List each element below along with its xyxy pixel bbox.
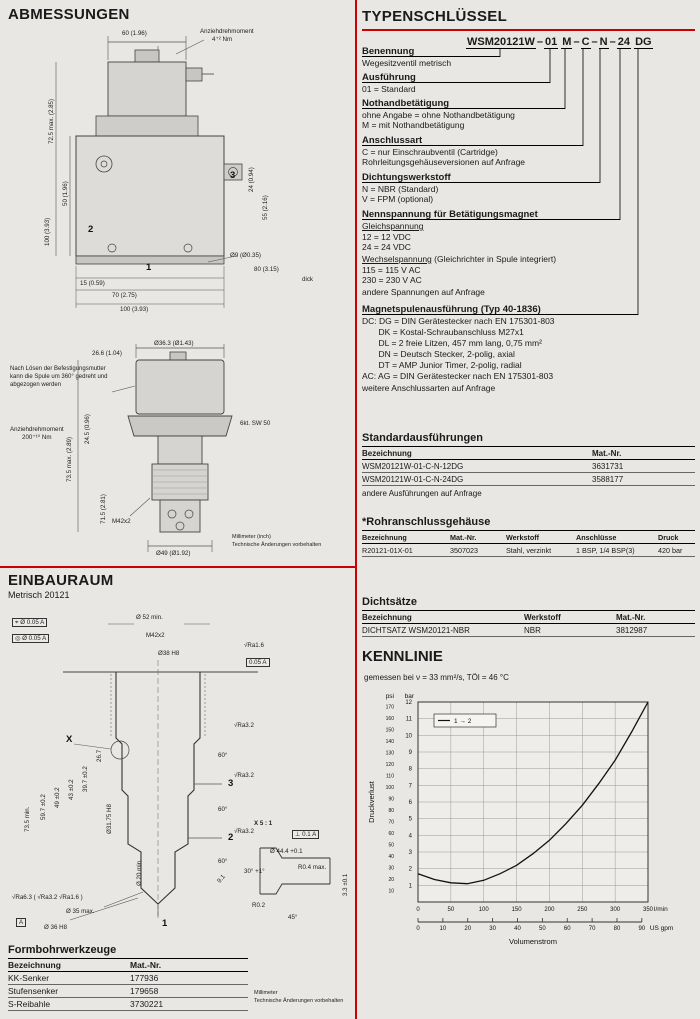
svg-text:140: 140 [385, 739, 394, 746]
table-header-row [8, 959, 248, 972]
einbauraum-heading: EINBAURAUM [8, 572, 114, 589]
svg-text:2: 2 [408, 866, 412, 873]
column-header: Mat.-Nr. [450, 532, 477, 542]
ts-section-line: DT = AMP Junior Timer, 2-polig, radial [362, 360, 522, 370]
svg-text:30: 30 [388, 865, 394, 872]
table-cell: WSM20121W-01-C-N-24DG [362, 474, 464, 484]
standardausfuehrungen-table [362, 432, 695, 498]
table-cell: Stahl, verzinkt [506, 545, 552, 555]
table-cell: KK-Senker [8, 973, 50, 983]
column-header: Werkstoff [524, 612, 561, 622]
code-token: DG [635, 36, 652, 48]
page-footer: Technische Änderungen vorbehalten [254, 998, 344, 1004]
code-token: C [581, 36, 590, 48]
column-header: Werkstoff [506, 532, 540, 542]
tolerance-box: ◎ Ø 0.05 A [12, 634, 49, 643]
ts-subsection-title [362, 255, 556, 264]
column-divider [355, 0, 357, 1019]
svg-text:5: 5 [408, 816, 412, 823]
dim-label: Ø36.3 (Ø1.43) [154, 340, 194, 347]
code-separator: – [591, 36, 598, 48]
dim-label: 4⁺² Nm [212, 36, 233, 43]
ts-section-line: 24 = 24 VDC [362, 242, 411, 252]
svg-text:Druckverlust: Druckverlust [367, 781, 376, 823]
table-title: Formbohrwerkzeuge [8, 944, 248, 959]
dim-label: Ø 20 min. [136, 859, 143, 886]
dim-label: 59.7 ±0.2 [40, 794, 47, 820]
svg-text:60: 60 [388, 831, 394, 838]
dim-label: 73.5 max. (2.89) [66, 436, 73, 482]
tolerance-box: ⊥ 0.1 A [292, 830, 319, 839]
column-header: Bezeichnung [362, 448, 412, 458]
dim-label: 15 (0.59) [80, 280, 105, 287]
kennlinie-heading: KENNLINIE [362, 648, 443, 665]
port-label: 3 [228, 778, 234, 789]
svg-text:100: 100 [385, 785, 394, 792]
table-title: *Rohranschlussgehäuse [362, 516, 695, 531]
ts-section-line: 230 = 230 V AC [362, 275, 422, 285]
dim-label: dick [302, 276, 314, 283]
valve-drawing-graphic [8, 26, 350, 338]
dim-label: Ø49 (Ø1.92) [156, 550, 191, 557]
svg-text:psi: psi [385, 693, 394, 700]
typenschluessel-block [362, 8, 695, 428]
heading-rule [362, 29, 695, 31]
dim-label: 71.5 (2.81) [100, 494, 107, 524]
table-cell: S-Reibahle [8, 999, 51, 1009]
table-header-row [362, 611, 695, 624]
port-label: 1 [162, 918, 168, 929]
svg-text:170: 170 [385, 704, 394, 711]
dim-label: 60° [218, 806, 228, 813]
dim-label: Ø 52 min. [136, 614, 163, 621]
table-title: Standardausführungen [362, 432, 695, 447]
dim-label: 26.6 (1.04) [92, 350, 122, 357]
dim-label: 50 (1.96) [62, 181, 69, 206]
ts-section-line: C = nur Einschraubventil (Cartridge) [362, 147, 498, 157]
port-label: 2 [228, 832, 234, 843]
tolerance-box: 0.05 A [246, 658, 270, 667]
svg-text:10: 10 [439, 926, 447, 932]
table-note: andere Ausführungen auf Anfrage [362, 489, 482, 498]
bore-drawing-graphic [8, 602, 353, 942]
ts-section-title: Ausführung [362, 72, 550, 83]
dim-label: 3.3 ±0.1 [342, 873, 349, 896]
detail-scale-label: X 5 : 1 [254, 820, 273, 827]
svg-text:0: 0 [416, 907, 420, 913]
dim-label: 49 ±0.2 [54, 787, 61, 808]
table-header-row [362, 531, 695, 544]
table-cell: 1 BSP, 1/4 BSP(3) [576, 545, 635, 555]
detail-callout: X [66, 734, 73, 745]
column-header: Mat.-Nr. [130, 960, 162, 970]
table-row [362, 624, 695, 637]
ts-section-line: Rohrleitungsgehäuseversionen auf Anfrage [362, 157, 526, 167]
ts-section-line: weitere Anschlussarten auf Anfrage [362, 383, 496, 393]
dim-label: M42x2 [112, 518, 131, 525]
surface-finish-label: √Ra3.2 [234, 828, 254, 835]
dim-label: 9.1 [216, 873, 227, 885]
dim-label: 24.5 (0.96) [84, 414, 91, 444]
dim-label: M42x2 [146, 632, 165, 639]
svg-text:90: 90 [638, 926, 646, 932]
dim-label: 30° +1° [244, 868, 265, 875]
dim-label: 100 (3.93) [44, 217, 51, 246]
table-cell: R20121-01X-01 [362, 545, 413, 555]
table-header-row [362, 447, 695, 460]
dim-label: R0.4 max. [298, 864, 327, 871]
section-divider [0, 566, 355, 568]
ts-section-line: 01 = Standard [362, 84, 416, 94]
surface-finish-label: √Ra3.2 [234, 722, 254, 729]
rohranschlussgehaeuse-table [362, 516, 695, 557]
svg-text:70: 70 [588, 926, 596, 932]
kennlinie-subtitle: gemessen bei ν = 33 mm²/s, TÖl = 46 °C [364, 673, 509, 682]
dim-label: Ø 44.4 +0.1 [270, 848, 303, 855]
code-separator: – [609, 36, 616, 48]
svg-text:12: 12 [405, 700, 412, 706]
abmessungen-heading: ABMESSUNGEN [8, 6, 130, 23]
svg-text:1: 1 [408, 883, 412, 890]
ts-subsection-title: Gleichspannung [362, 221, 424, 231]
ts-section-title: Dichtungswerkstoff [362, 172, 600, 183]
einbauraum-subtitle: Metrisch 20121 [8, 590, 70, 600]
code-token: N [599, 36, 608, 48]
dim-label: 60° [218, 858, 228, 865]
table-cell: NBR [524, 625, 541, 635]
dim-label: Ø38 H8 [158, 650, 180, 657]
ts-section-title: Nennspannung für Betätigungsmagnet [362, 209, 620, 220]
dichtsaetze-table [362, 596, 695, 637]
table-row [362, 473, 695, 486]
dim-label: 80 (3.15) [254, 266, 279, 273]
ts-section-line: DC: DG = DIN Gerätestecker nach EN 175301-803 [362, 316, 555, 326]
svg-text:50: 50 [539, 926, 546, 932]
code-separator: – [536, 36, 543, 48]
ts-section-line: 12 = 12 VDC [362, 232, 411, 242]
svg-text:110: 110 [386, 773, 394, 780]
svg-text:70: 70 [388, 819, 394, 826]
dim-label: 6kt. SW 50 [240, 420, 271, 427]
ts-section-line: DL = 2 freie Litzen, 457 mm lang, 0,75 mm² [362, 338, 542, 348]
drawing-footer: Millimeter (inch) [232, 534, 271, 540]
dim-label: 60° [218, 752, 228, 759]
svg-text:US gpm: US gpm [649, 925, 674, 932]
formbohrwerkzeuge-table [8, 944, 248, 1011]
svg-text:8: 8 [408, 766, 412, 773]
svg-text:80: 80 [613, 926, 621, 932]
svg-text:200: 200 [544, 907, 555, 913]
svg-text:60: 60 [563, 926, 571, 932]
svg-text:80: 80 [388, 808, 394, 815]
table-cell: DICHTSATZ WSM20121-NBR [362, 625, 470, 635]
dim-label: 55 (2.16) [262, 195, 269, 220]
ts-section-title: Benennung [362, 46, 500, 57]
dim-label: 100 (3.93) [120, 306, 149, 313]
surface-finish-label: √Ra1.6 [244, 642, 264, 649]
table-row [362, 544, 695, 557]
svg-text:150: 150 [511, 907, 522, 913]
table-cell: 177936 [130, 973, 159, 983]
dim-label: R0.2 [252, 902, 266, 909]
installation-bore-drawing [8, 602, 353, 942]
pressure-drop-chart [362, 686, 692, 982]
svg-text:130: 130 [385, 750, 394, 757]
drawing-note: Nach Lösen der Befestigungsmutter kann die Spule um 360° gedreht und abgezogen werden [10, 366, 108, 388]
ts-section-line: V = FPM (optional) [362, 194, 434, 204]
surface-finish-legend: √Ra6.3 ( √Ra3.2 √Ra1.6 ) [12, 894, 83, 901]
dim-label: 43 ±0.2 [68, 779, 75, 800]
table-row [362, 460, 695, 473]
dim-label: 60 (1.96) [122, 30, 147, 37]
kennlinie-block [362, 648, 695, 988]
drawing-footer: Technische Änderungen vorbehalten [232, 542, 322, 548]
tolerance-box: ⌖ Ø 0.05 A [12, 618, 47, 627]
datum-box: A [16, 918, 26, 927]
dim-label: Ø31.75 H8 [106, 804, 113, 834]
table-cell: 3730221 [130, 999, 164, 1009]
svg-text:0: 0 [416, 926, 420, 932]
svg-text:10: 10 [388, 888, 394, 895]
table-cell: Stufensenker [8, 986, 59, 996]
svg-text:10: 10 [405, 733, 412, 740]
table-cell: 179658 [130, 986, 159, 996]
cartridge-drawing [8, 340, 350, 564]
svg-text:20: 20 [388, 877, 394, 884]
dim-label: Ø 36 H8 [44, 924, 68, 931]
port-label: 3 [230, 170, 236, 181]
dim-label: Anziehdrehmoment [10, 426, 64, 433]
dim-label: Anziehdrehmoment [200, 28, 254, 35]
svg-text:7: 7 [408, 783, 412, 790]
svg-text:150: 150 [385, 727, 394, 734]
svg-text:50: 50 [447, 907, 455, 913]
table-cell: 3631731 [592, 461, 624, 471]
column-header: Bezeichnung [362, 612, 412, 622]
dim-label: 70 (2.75) [112, 292, 137, 299]
svg-text:9: 9 [408, 750, 412, 756]
page-footer: Millimeter [254, 990, 278, 996]
table-cell: 3588177 [592, 474, 624, 484]
svg-text:3: 3 [408, 850, 412, 856]
dim-label: 73.5 min. [24, 806, 31, 832]
dim-label: 39.7 ±0.2 [82, 766, 89, 792]
valve-dimension-drawing [8, 26, 350, 338]
svg-text:350: 350 [642, 907, 654, 913]
svg-text:11: 11 [405, 716, 412, 723]
svg-text:20: 20 [464, 926, 472, 932]
svg-text:40: 40 [514, 926, 521, 932]
svg-text:40: 40 [388, 854, 394, 861]
dim-label: 72.5 max. (2.85) [48, 98, 55, 144]
svg-text:Volumenstrom: Volumenstrom [509, 937, 557, 946]
svg-text:300: 300 [610, 907, 621, 913]
ts-section-title: Anschlussart [362, 135, 583, 146]
dim-label: 24 (0.94) [248, 167, 255, 192]
svg-text:120: 120 [385, 762, 394, 769]
svg-text:bar: bar [404, 693, 414, 700]
ts-section-line: Wegesitzventil metrisch [362, 58, 452, 68]
table-title: Dichtsätze [362, 596, 695, 611]
dim-label: 45° [288, 914, 298, 921]
typenschluessel-heading: TYPENSCHLÜSSEL [362, 8, 508, 25]
code-token: 01 [544, 36, 558, 48]
svg-text:250: 250 [577, 907, 588, 913]
ts-section-line: N = NBR (Standard) [362, 184, 439, 194]
code-token: M [562, 36, 572, 48]
ts-section-line: DK = Kostal-Schraubanschluss M27x1 [362, 327, 524, 337]
svg-text:l/min: l/min [654, 906, 668, 913]
code-token: 24 [617, 36, 630, 48]
table-row [8, 985, 248, 998]
port-label: 1 [146, 262, 152, 273]
column-header: Anschlüsse [576, 532, 617, 542]
table-cell: 420 bar [658, 545, 683, 555]
table-cell: 3812987 [616, 625, 648, 635]
ts-subsection-label: Wechselspannung [362, 254, 432, 264]
table-row [8, 972, 248, 985]
column-header: Druck [658, 532, 679, 542]
code-token: WSM20121W [467, 36, 535, 48]
ts-section-line: DN = Deutsch Stecker, 2-polig, axial [362, 349, 515, 359]
dim-label: Ø 35 max. [66, 908, 95, 915]
svg-text:50: 50 [388, 842, 394, 849]
ts-section-line: 115 = 115 V AC [362, 265, 421, 275]
column-header: Mat.-Nr. [616, 612, 646, 622]
dim-label: 200⁺¹⁰ Nm [22, 434, 52, 441]
svg-text:1 → 2: 1 → 2 [454, 718, 472, 725]
table-cell: WSM20121W-01-C-N-12DG [362, 461, 464, 471]
code-separator: – [573, 36, 580, 48]
ts-section-line: M = mit Nothandbetätigung [362, 120, 465, 130]
svg-text:30: 30 [489, 926, 496, 932]
svg-text:6: 6 [408, 800, 412, 806]
svg-text:100: 100 [478, 907, 489, 913]
dim-label: 26.7 [96, 749, 103, 762]
ts-section-line: ohne Angabe = ohne Nothandbetätigung [362, 110, 515, 120]
column-header: Bezeichnung [362, 532, 407, 542]
surface-finish-label: √Ra3.2 [234, 772, 254, 779]
port-label: 2 [88, 224, 94, 235]
table-cell: 3507023 [450, 545, 478, 555]
svg-text:160: 160 [385, 716, 394, 723]
ts-section-line: AC: AG = DIN Gerätestecker nach EN 175301-803 [362, 371, 554, 381]
svg-text:4: 4 [408, 833, 412, 840]
column-header: Mat.-Nr. [592, 448, 622, 458]
svg-text:90: 90 [388, 796, 394, 803]
dim-label: Ø9 (Ø0.35) [230, 252, 261, 259]
ts-section-title: Magnetspulenausführung (Typ 40-1836) [362, 304, 638, 315]
ts-subsection-note: (Gleichrichter in Spule integriert) [431, 254, 557, 264]
ts-section-line: andere Spannungen auf Anfrage [362, 287, 485, 297]
ts-section-title: Nothandbetätigung [362, 98, 565, 109]
table-row [8, 998, 248, 1011]
column-header: Bezeichnung [8, 960, 61, 970]
